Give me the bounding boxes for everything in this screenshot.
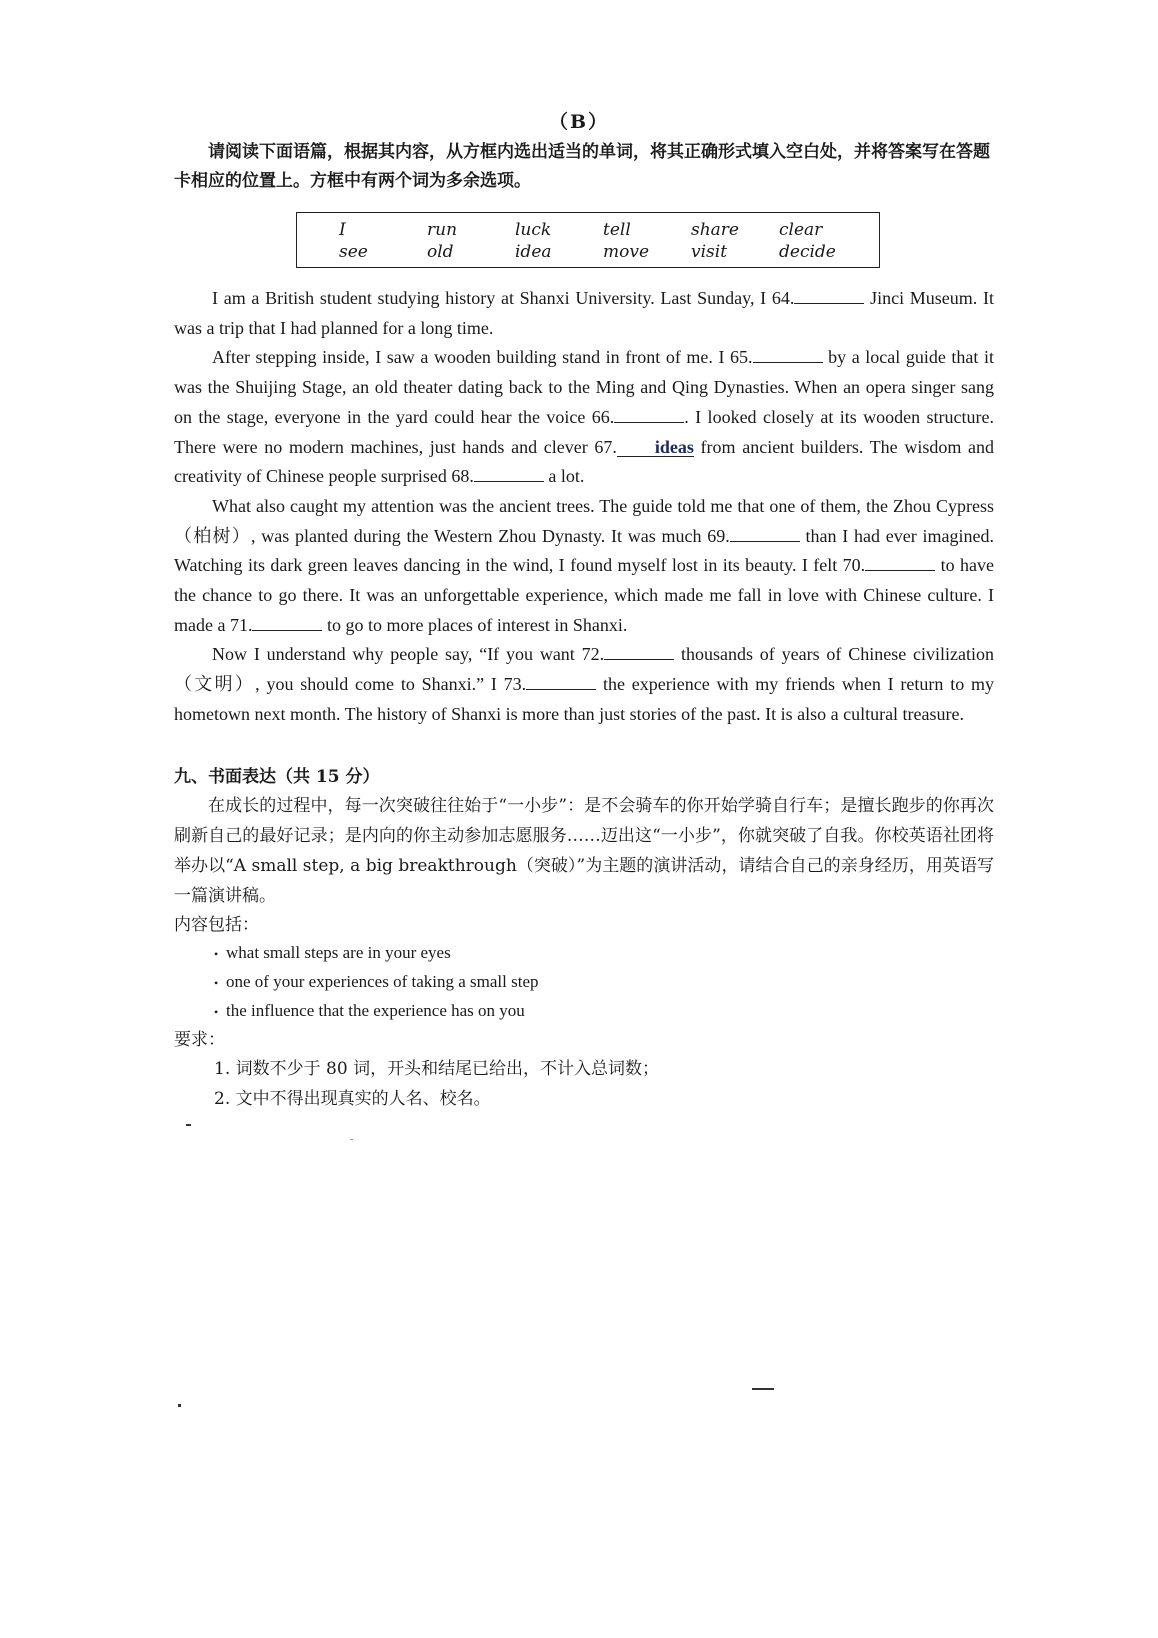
requirements-list bbox=[174, 1054, 994, 1114]
passage-paragraph-4 bbox=[174, 640, 994, 729]
bullet-item bbox=[214, 939, 994, 968]
blank-73 bbox=[526, 673, 596, 690]
word-option: share bbox=[691, 220, 739, 240]
word-option: I bbox=[339, 220, 346, 240]
blank-72 bbox=[604, 643, 674, 660]
word-option: old bbox=[427, 242, 454, 262]
word-option: move bbox=[603, 242, 650, 262]
passage-text: After stepping inside, I saw a wooden building stand in front of me. I 65. bbox=[212, 347, 753, 368]
passage-text: to go to more places of interest in Shanxi. bbox=[322, 614, 628, 635]
passage-text: What also caught my attention was the ancient trees. The guide told me that one of them, the Zhou Cypress（柏树）, was planted during the Western Zhou Dynasty. It was much 69. bbox=[174, 495, 994, 546]
blank-70 bbox=[865, 554, 935, 571]
passage-text: Now I understand why people say, “If you want 72. bbox=[212, 644, 605, 665]
scan-speck bbox=[186, 1124, 191, 1126]
blank-71 bbox=[252, 614, 322, 631]
word-option: tell bbox=[603, 220, 631, 240]
reading-passage bbox=[174, 284, 994, 730]
bullet-item bbox=[214, 997, 994, 1026]
section-title: （B） bbox=[548, 111, 610, 133]
word-option: run bbox=[427, 220, 458, 240]
passage-text: by a local guide that it was the Shuijing Stage, an old theater dating back to the Ming and Qing Dynasties. When an opera singer sang on the stage, everyone in the yard could hear the voice 66. bbox=[174, 347, 995, 427]
blank-69 bbox=[730, 525, 800, 542]
word-option: visit bbox=[691, 242, 728, 262]
word-option: decide bbox=[779, 242, 836, 262]
passage-text: . I looked closely at its wooden structure. There were no modern machines, just hands and clever 67. bbox=[174, 406, 995, 457]
passage-text: to have the chance to go there. It was an unforgettable experience, which made me fall in love with Chinese culture. I made a 71. bbox=[174, 555, 994, 635]
requirements-label: 要求： bbox=[174, 1030, 225, 1051]
writing-prompt: 在成长的过程中，每一次突破往往始于“一小步”：是不会骑车的你开始学骑自行车；是擅长跑步的你再次刷新自己的最好记录；是内向的你主动参加志愿服务……迈出这“一小步”，你就突破了自我。你校英语社团将举办以“A small step, a big breakthrough（突破）”为主题的演讲活动，请结合自己的亲身经历，用英语写一篇演讲稿。 bbox=[174, 796, 994, 906]
word-box bbox=[296, 212, 880, 268]
requirement-item: 2. 文中不得出现真实的人名、校名。 bbox=[214, 1089, 491, 1110]
bullet-text: the influence that the experience has on you bbox=[226, 1001, 525, 1021]
word-option: luck bbox=[515, 220, 552, 240]
content-bullets bbox=[174, 939, 994, 1026]
bullet-item bbox=[214, 968, 994, 997]
word-option: see bbox=[339, 242, 368, 262]
passage-text: I am a British student studying history at Shanxi University. Last Sunday, I 64. bbox=[212, 288, 795, 308]
word-grid bbox=[339, 220, 867, 264]
bullet-text: one of your experiences of taking a small step bbox=[226, 972, 539, 992]
writing-section bbox=[174, 763, 994, 1114]
word-option: idea bbox=[515, 242, 552, 262]
passage-paragraph-2 bbox=[174, 343, 994, 492]
passage-text: thousands of years of Chinese civilization（文明）, you should come to Shanxi.” I 73. bbox=[174, 644, 994, 695]
passage-text: Jinci Museum. It was a trip that I had planned for a long time. bbox=[174, 288, 994, 338]
blank-68 bbox=[474, 465, 544, 482]
blank-64 bbox=[794, 287, 864, 304]
scan-speck bbox=[350, 1139, 353, 1140]
passage-text: a lot. bbox=[543, 466, 585, 487]
content-label: 内容包括： bbox=[174, 915, 259, 935]
blank-65 bbox=[753, 346, 823, 363]
writing-heading: 九、书面表达（共 15 分） bbox=[174, 767, 380, 787]
passage-text: than I had ever imagined. Watching its dark green leaves dancing in the wind, I found myself lost in its beauty. I felt 70. bbox=[174, 525, 994, 576]
passage-paragraph-3 bbox=[174, 492, 994, 641]
blank-66 bbox=[614, 406, 684, 423]
passage-paragraph-1 bbox=[174, 284, 994, 343]
blank-67-answer: ideas bbox=[617, 438, 694, 457]
scan-speck bbox=[752, 1388, 774, 1390]
word-option: clear bbox=[779, 220, 823, 240]
requirement-item: 1. 词数不少于 80 词，开头和结尾已给出，不计入总词数； bbox=[214, 1059, 660, 1080]
bullet-text: what small steps are in your eyes bbox=[226, 943, 451, 962]
scan-speck bbox=[178, 1404, 181, 1407]
passage-text: from ancient builders. The wisdom and creativity of Chinese people surprised 68. bbox=[174, 436, 995, 487]
instructions: 请阅读下面语篇，根据其内容，从方框内选出适当的单词，将其正确形式填入空白处，并将答案写在答题卡相应的位置上。方框中有两个词为多余选项。 bbox=[174, 142, 990, 191]
passage-text: the experience with my friends when I return to my hometown next month. The history of Shanxi is more than just stories of the past. It is also a cultural treasure. bbox=[174, 674, 994, 724]
